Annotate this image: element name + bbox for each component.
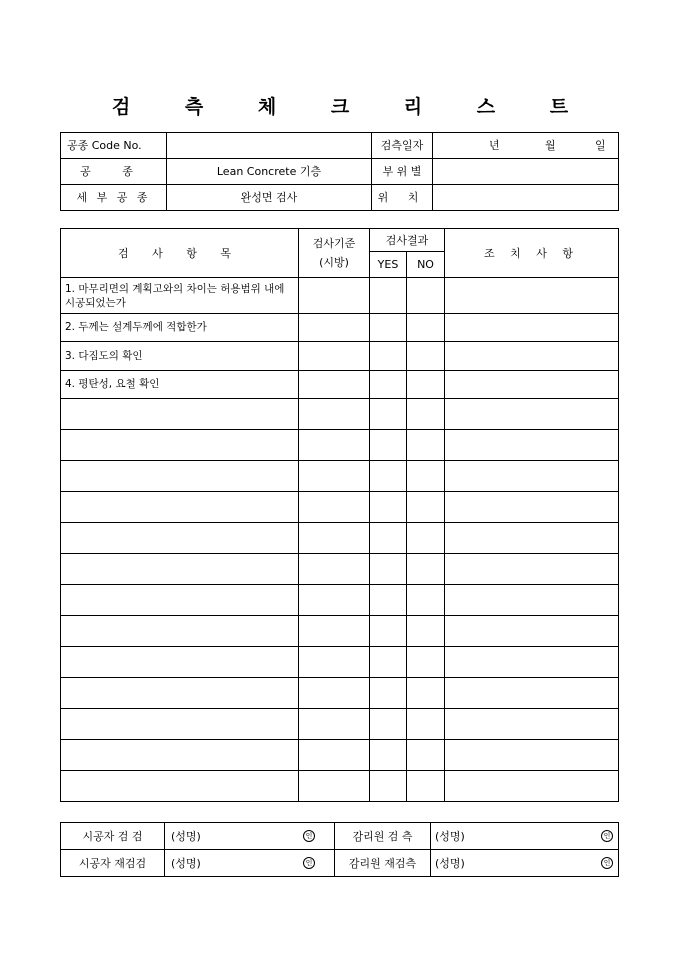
item-cell[interactable] — [61, 585, 299, 616]
yes-cell[interactable] — [370, 709, 407, 740]
standard-cell[interactable] — [299, 492, 370, 523]
detail-work-label: 세 부 공 종 — [61, 185, 167, 211]
no-cell[interactable] — [407, 647, 445, 678]
action-cell[interactable] — [445, 342, 619, 371]
yes-cell[interactable] — [370, 554, 407, 585]
action-cell[interactable] — [445, 278, 619, 314]
work-code-label: 공종 Code No. — [61, 133, 167, 159]
table-row — [61, 523, 619, 554]
yes-cell[interactable] — [370, 399, 407, 430]
action-cell[interactable] — [445, 709, 619, 740]
item-cell[interactable] — [61, 709, 299, 740]
no-cell[interactable] — [407, 314, 445, 342]
no-cell[interactable] — [407, 523, 445, 554]
action-cell[interactable] — [445, 492, 619, 523]
checklist-table — [60, 228, 619, 802]
item-cell[interactable] — [61, 430, 299, 461]
col-header-action: 조 치 사 항 — [445, 229, 619, 278]
signature-table — [60, 822, 619, 877]
seal-icon: 인 — [303, 857, 315, 869]
supervisor-inspect-label: 감리원 검 측 — [335, 823, 431, 850]
item-cell[interactable] — [61, 616, 299, 647]
work-type-label: 공 종 — [61, 159, 167, 185]
check-item-1: 1. 마무리면의 계획고와의 차이는 허용범위 내에 시공되었는가 — [61, 278, 299, 314]
yes-cell[interactable] — [370, 371, 407, 399]
table-row — [61, 430, 619, 461]
no-cell[interactable] — [407, 492, 445, 523]
standard-cell[interactable] — [299, 771, 370, 802]
item-cell[interactable] — [61, 461, 299, 492]
col-header-standard-line1: 검사기준 — [312, 237, 356, 250]
work-code-field[interactable] — [167, 133, 372, 159]
no-cell[interactable] — [407, 709, 445, 740]
standard-cell[interactable] — [299, 430, 370, 461]
item-cell[interactable] — [61, 740, 299, 771]
table-row — [61, 399, 619, 430]
no-cell[interactable] — [407, 430, 445, 461]
item-cell[interactable] — [61, 523, 299, 554]
table-row — [61, 585, 619, 616]
part-label: 부 위 별 — [372, 159, 433, 185]
supervisor-reinspect-label: 감리원 재검측 — [335, 850, 431, 877]
action-cell[interactable] — [445, 647, 619, 678]
date-day-label: 일 — [595, 139, 606, 152]
item-cell[interactable] — [61, 678, 299, 709]
action-cell[interactable] — [445, 616, 619, 647]
date-month-label: 월 — [545, 139, 556, 152]
seal-icon: 인 — [303, 830, 315, 842]
table-row — [61, 492, 619, 523]
action-cell[interactable] — [445, 554, 619, 585]
action-cell[interactable] — [445, 523, 619, 554]
yes-cell[interactable] — [370, 492, 407, 523]
col-header-yes: YES — [370, 252, 407, 278]
col-header-result: 검사결과 — [370, 229, 445, 252]
supervisor-inspect-signature[interactable] — [431, 823, 619, 850]
item-cell[interactable] — [61, 399, 299, 430]
no-cell[interactable] — [407, 740, 445, 771]
action-cell[interactable] — [445, 461, 619, 492]
yes-cell[interactable] — [370, 278, 407, 314]
action-cell[interactable] — [445, 399, 619, 430]
item-cell[interactable] — [61, 771, 299, 802]
yes-cell[interactable] — [370, 647, 407, 678]
no-cell[interactable] — [407, 585, 445, 616]
no-cell[interactable] — [407, 371, 445, 399]
standard-cell[interactable] — [299, 585, 370, 616]
standard-cell[interactable] — [299, 678, 370, 709]
location-label: 위 치 — [372, 185, 433, 211]
table-row — [61, 616, 619, 647]
table-row — [61, 647, 619, 678]
page-title: 검 측 체 크 리 스 트 — [111, 96, 593, 118]
check-item-2: 2. 두께는 설계두께에 적합한가 — [61, 314, 299, 342]
no-cell[interactable] — [407, 342, 445, 371]
standard-cell[interactable] — [299, 342, 370, 371]
standard-cell[interactable] — [299, 371, 370, 399]
yes-cell[interactable] — [370, 461, 407, 492]
contractor-inspect-signature[interactable] — [165, 823, 335, 850]
action-cell[interactable] — [445, 314, 619, 342]
yes-cell[interactable] — [370, 616, 407, 647]
location-field[interactable] — [433, 185, 619, 211]
contractor-inspect-label: 시공자 검 검 — [61, 823, 165, 850]
yes-cell[interactable] — [370, 342, 407, 371]
standard-cell[interactable] — [299, 399, 370, 430]
table-row — [61, 461, 619, 492]
no-cell[interactable] — [407, 771, 445, 802]
table-row — [61, 278, 619, 314]
yes-cell[interactable] — [370, 678, 407, 709]
action-cell[interactable] — [445, 371, 619, 399]
table-row — [61, 314, 619, 342]
yes-cell[interactable] — [370, 314, 407, 342]
name-label: (성명) — [435, 829, 465, 843]
work-type-field[interactable]: Lean Concrete 기층 — [167, 159, 372, 185]
standard-cell[interactable] — [299, 740, 370, 771]
action-cell[interactable] — [445, 678, 619, 709]
no-cell[interactable] — [407, 554, 445, 585]
item-cell[interactable] — [61, 647, 299, 678]
no-cell[interactable] — [407, 399, 445, 430]
no-cell[interactable] — [407, 616, 445, 647]
name-label: (성명) — [435, 856, 465, 870]
col-header-standard — [299, 229, 370, 278]
standard-cell[interactable] — [299, 647, 370, 678]
seal-icon: 인 — [601, 857, 613, 869]
col-header-item: 검 사 항 목 — [61, 229, 299, 278]
table-row — [61, 371, 619, 399]
action-cell[interactable] — [445, 740, 619, 771]
table-row — [61, 342, 619, 371]
table-row — [61, 740, 619, 771]
standard-cell[interactable] — [299, 616, 370, 647]
check-item-3: 3. 다짐도의 확인 — [61, 342, 299, 371]
standard-cell[interactable] — [299, 278, 370, 314]
standard-cell[interactable] — [299, 314, 370, 342]
supervisor-reinspect-signature[interactable] — [431, 850, 619, 877]
standard-cell[interactable] — [299, 554, 370, 585]
table-row — [61, 678, 619, 709]
no-cell[interactable] — [407, 678, 445, 709]
table-row — [61, 554, 619, 585]
yes-cell[interactable] — [370, 430, 407, 461]
part-field[interactable] — [433, 159, 619, 185]
no-cell[interactable] — [407, 278, 445, 314]
table-row — [61, 709, 619, 740]
no-cell[interactable] — [407, 461, 445, 492]
inspection-date-field[interactable] — [433, 133, 619, 159]
action-cell[interactable] — [445, 430, 619, 461]
action-cell[interactable] — [445, 585, 619, 616]
contractor-reinspect-label: 시공자 재검검 — [61, 850, 165, 877]
name-label: (성명) — [171, 856, 201, 870]
col-header-no: NO — [407, 252, 445, 278]
standard-cell[interactable] — [299, 461, 370, 492]
item-cell[interactable] — [61, 492, 299, 523]
standard-cell[interactable] — [299, 709, 370, 740]
col-header-standard-line2: (시방) — [319, 256, 349, 269]
yes-cell[interactable] — [370, 585, 407, 616]
contractor-reinspect-signature[interactable] — [165, 850, 335, 877]
date-year-label: 년 — [489, 139, 500, 152]
yes-cell[interactable] — [370, 740, 407, 771]
header-table — [60, 132, 619, 211]
seal-icon: 인 — [601, 830, 613, 842]
yes-cell[interactable] — [370, 523, 407, 554]
check-item-4: 4. 평탄성, 요철 확인 — [61, 371, 299, 399]
standard-cell[interactable] — [299, 523, 370, 554]
action-cell[interactable] — [445, 771, 619, 802]
inspection-date-label: 검측일자 — [372, 133, 433, 159]
yes-cell[interactable] — [370, 771, 407, 802]
detail-work-field[interactable]: 완성면 검사 — [167, 185, 372, 211]
name-label: (성명) — [171, 829, 201, 843]
table-row — [61, 771, 619, 802]
item-cell[interactable] — [61, 554, 299, 585]
